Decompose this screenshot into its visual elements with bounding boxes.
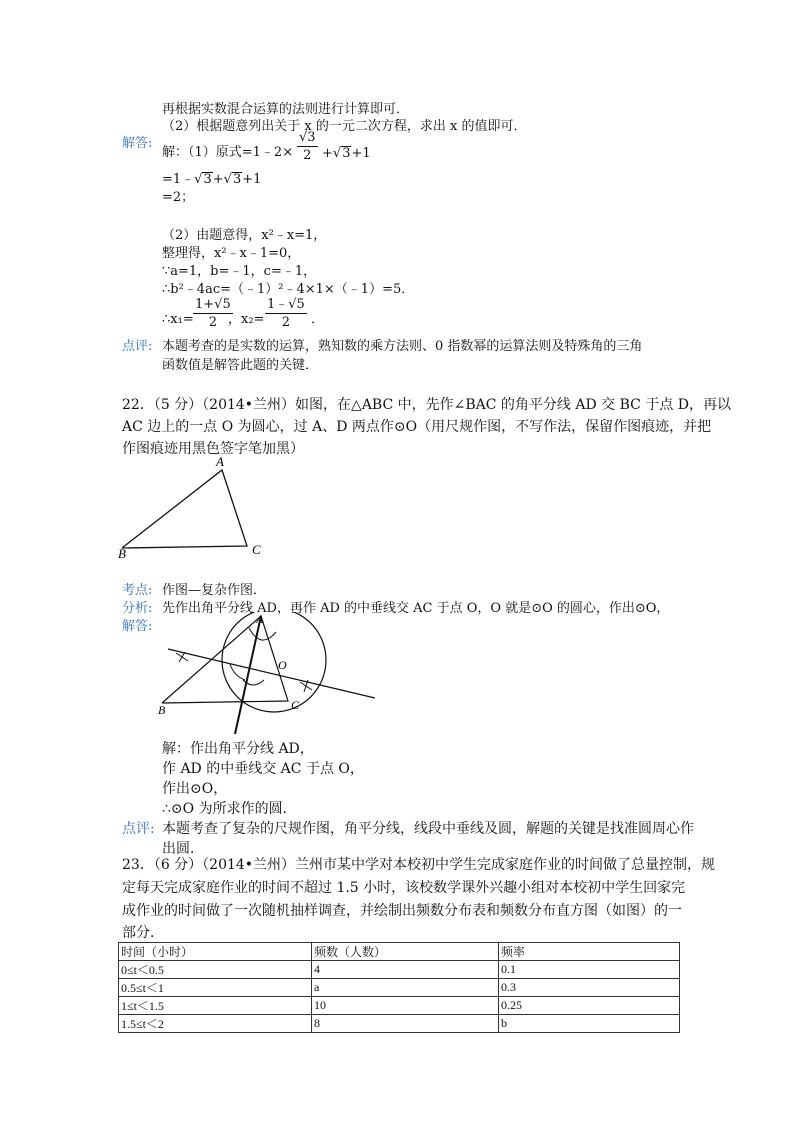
q22-comment-line-2: 出圆． — [162, 841, 204, 857]
answer-label: 解答: — [122, 136, 153, 151]
x1-fraction: $\frac{1+√5}{2}$ — [195, 297, 231, 330]
q22-stem-line-3: 作图痕迹用黑色签字笔加黑） — [122, 441, 304, 457]
solution-part2-line-4: ∴b²﹣4ac=（﹣1）²﹣4×1×（﹣1）=5． — [162, 282, 415, 297]
table-cell: 0.5≤t＜1 — [119, 979, 312, 997]
comment-line-1: 本题考查的是实数的运算，熟知数的乘方法则、0 指数幂的运算法则及特殊角的三角 — [162, 339, 643, 354]
table-cell: 1≤t＜1.5 — [119, 997, 312, 1015]
table-cell: 10 — [312, 997, 499, 1015]
topic-label: 考点: — [122, 583, 153, 598]
q22-solution-line-4: ∴⊙O 为所求作的圆． — [162, 801, 297, 817]
solution-line-3: =2； — [162, 190, 195, 205]
q23-stem-line-2: 定每天完成家庭作业的时间不超过 1.5 小时，该校数学课外兴趣小组对本校初中学生回家完 — [122, 880, 686, 896]
topic-text: 作图—复杂作图． — [162, 583, 267, 598]
vertex-c-label: C — [291, 698, 300, 712]
frequency-table — [118, 942, 680, 1033]
q22-comment-line-1: 本题考查了复杂的尺规作图，角平分线，线段中垂线及圆，解题的关键是找准圆周心作 — [162, 821, 694, 837]
q22-solution-line-3: 作出⊙O， — [162, 781, 228, 797]
table-header: 频率 — [499, 943, 680, 961]
vertex-a-label: A — [216, 454, 224, 469]
comment-line-2: 函数值是解答此题的关键． — [162, 358, 319, 373]
table-row — [119, 1015, 680, 1033]
table-cell: 0.25 — [499, 997, 680, 1015]
comment-label: 点评: — [122, 821, 155, 837]
table-header: 时间（小时） — [119, 943, 312, 961]
table-cell: 0.1 — [499, 961, 680, 979]
table-cell: 1.5≤t＜2 — [119, 1015, 312, 1033]
solution-line-1: 解：（1）原式=1﹣2× — [162, 145, 294, 160]
table-cell: 0.3 — [499, 979, 680, 997]
q22-stem-line-2: AC 边上的一点 O 为圆心，过 A、D 两点作⊙O（用尺规作图，不写作法，保留作图痕迹，并把 — [122, 419, 712, 435]
vertex-a-label: A — [256, 612, 264, 626]
x2-prefix: ，x₂= — [228, 312, 265, 327]
analysis-text: 先作出角平分线 AD，再作 AD 的中垂线交 AC 于点 O，O 就是⊙O 的圆心，作出⊙O， — [162, 601, 670, 616]
q22-stem-line-1: 22．（5 分）（2014•兰州）如图，在△ABC 中，先作∠BAC 的角平分线 AD 交 BC 于点 D，再以 — [122, 397, 732, 413]
table-row — [119, 961, 680, 979]
comment-label: 点评: — [122, 339, 153, 354]
q22-solution-line-2: 作 AD 的中垂线交 AC 于点 O， — [162, 761, 364, 777]
x1-prefix: ∴x₁= — [162, 312, 194, 327]
table-row — [119, 997, 680, 1015]
center-o-label: O — [278, 658, 287, 672]
q23-stem-line-3: 成作业的时间做了一次随机抽样调查，并绘制出频数分布表和频数分布直方图（如图）的一 — [122, 903, 682, 919]
x2-fraction: $\frac{1﹣√5}{2}$ — [267, 297, 305, 330]
construction-arc — [249, 628, 276, 640]
sol2-end: ． — [311, 312, 325, 327]
construction-figure — [150, 612, 390, 737]
analysis-part2: （2）根据题意列出关于 x 的一元二次方程，求出 x 的值即可． — [162, 119, 527, 134]
answer-label: 解答: — [122, 619, 153, 634]
vertex-c-label: C — [252, 542, 261, 557]
triangle-figure — [110, 452, 280, 562]
table-cell: 0≤t＜0.5 — [119, 961, 312, 979]
sol1-fraction: $\frac{√3}{2}$ — [299, 130, 316, 163]
table-header-row — [119, 943, 680, 961]
table-header: 频数（人数） — [312, 943, 499, 961]
sol1-tail: +√3+1 — [322, 146, 371, 161]
table-row — [119, 979, 680, 997]
solution-part2-line-3: ∵a=1，b=﹣1，c=﹣1， — [162, 264, 317, 279]
vertex-b-label: B — [158, 703, 166, 717]
table-cell: 4 — [312, 961, 499, 979]
analysis-label: 分析: — [122, 601, 153, 616]
perpendicular-bisector — [168, 649, 375, 698]
circle-o — [222, 612, 326, 712]
q23-stem-line-4: 部分． — [122, 925, 164, 941]
q22-solution-line-1: 解：作出角平分线 AD， — [162, 741, 314, 757]
analysis-tail: 再根据实数混合运算的法则进行计算即可． — [162, 102, 410, 117]
triangle-abc — [122, 470, 247, 548]
angle-bisector-ad — [235, 616, 261, 734]
table-cell: 8 — [312, 1015, 499, 1033]
solution-line-2: =1﹣√3+√3+1 — [162, 172, 262, 187]
q23-stem-line-1: 23．（6 分）（2014•兰州）兰州市某中学对本校初中学生完成家庭作业的时间做了总量控制，规 — [122, 857, 716, 873]
table-cell: b — [499, 1015, 680, 1033]
vertex-b-label: B — [118, 546, 126, 561]
solution-part2-line-2: 整理得，x²﹣x﹣1=0， — [162, 246, 301, 261]
table-cell: a — [312, 979, 499, 997]
solution-part2-line-1: （2）由题意得，x²﹣x=1， — [162, 228, 327, 243]
